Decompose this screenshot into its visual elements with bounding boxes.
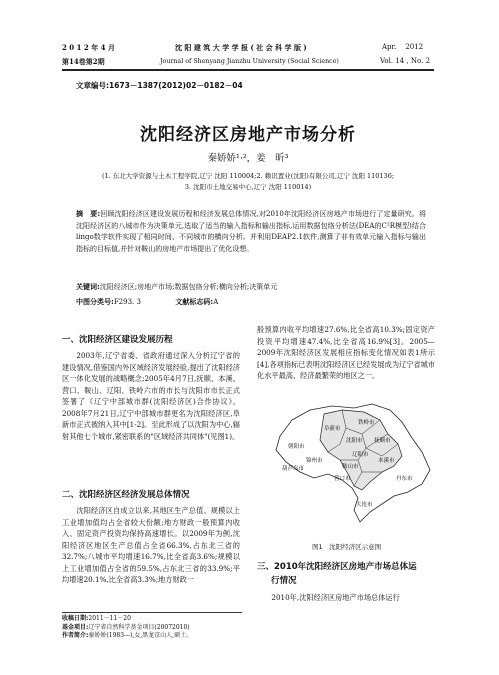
map-label-tieling: 铁岭市 (358, 420, 375, 426)
map-label-jinzhou: 锦州市 (306, 458, 323, 464)
section-1-title: 一、沈阳经济区建设发展历程 (62, 335, 173, 345)
map-label-shenyang: 沈阳市 (346, 438, 363, 444)
authors: 秦娇娇¹·²，姜 昕³ (207, 153, 289, 164)
map-label-liaoyang: 辽阳市 (352, 452, 369, 458)
paragraph: 2010年,沈阳经济区房地产市场总体运行 (271, 593, 400, 602)
map-label-chaoyang: 朝阳市 (288, 444, 305, 450)
keywords-label: 关键词: (76, 283, 100, 291)
clc-label: 中图分类号: (76, 298, 114, 306)
map-label-yingkou: 营口市 (334, 476, 351, 482)
footnote-author: 作者简介:秦娇娇(1983—),女,黑龙京山人,硕士。 (62, 632, 193, 639)
section-3-title-line-2: 行情况 (271, 576, 297, 586)
footnote-fund: 基金项目:辽宁省自然科学基金项目(20072010) (62, 623, 190, 631)
map-label-fuxin: 阜新市 (324, 426, 341, 432)
abstract (76, 209, 426, 255)
right-column-top (257, 324, 435, 382)
header-rule (62, 69, 434, 71)
footnote-received: 收稿日期:2011－11－20 (62, 615, 131, 622)
map-label-dalian: 大连市 (356, 502, 373, 508)
header-month: Apr. 2012 (382, 43, 424, 51)
article-number: 文章编号:1673－1387(2012)02－0182－04 (76, 81, 243, 90)
doc-code-label: 文献标志码: (175, 298, 214, 306)
section-2-body (62, 505, 240, 586)
keywords (76, 282, 426, 294)
section-3-title-line-1: 三、2010年沈阳经济区房地产市场总体运 (257, 562, 417, 572)
map-label-huludao: 葫芦岛市 (282, 466, 305, 472)
section-3-body (257, 592, 435, 604)
header-date: 2 0 1 2 年 4 月 (62, 43, 115, 52)
section-1-body (62, 350, 240, 442)
abstract-label: 摘 要: (76, 210, 101, 218)
paragraph: 般预算内收平均增速27.6%,比全省高10.3%;固定资产投资平均增速47.4%,比全省高16.9%[3]。2005—2009年沈阳经济区发展相应指标变化情况如表1所示[4],各项指标已表明沈阳经济区已经发展成为辽宁省城市化水平最高、经济最繁荣的地区之一。 (257, 325, 435, 380)
paragraph: 2003年,辽宁省委、省政府通过深入分析辽宁省的建设情况,借鉴国内外区域经济发展经验,提出了沈阳经济区一体化发展的战略概念;2005年4月7日,抚顺、本溪、营口、鞍山、辽阳、铁岭六市的市长与沈阳市市长正式签署了《辽宁中部城市群(沈阳经济区)合作协议》。2008年7月21日,辽宁中部城市群更名为沈阳经济区,阜新市正式被纳入其中[1-2]。至此形成了以沈阳为中心,辐射其他七个城市,紧密联系的"区域经济共同体"(见图1)。 (62, 351, 240, 441)
header-journal-en: Journal of Shenyang Jianzhu University (Social Science) (160, 58, 339, 65)
section-2-title: 二、沈阳经济区经济发展总体情况 (62, 490, 190, 500)
economic-zone-map (262, 400, 437, 525)
map-label-benxi: 本溪市 (378, 458, 395, 464)
figure-caption: 图1 沈阳经济区示意图 (312, 543, 382, 551)
header-vol-en: Vol. 14 , No. 2 (380, 57, 431, 65)
map-label-fushun: 抚顺市 (374, 438, 391, 444)
doc-code-value: A (213, 298, 219, 306)
header-volume: 第14卷第2期 (62, 57, 105, 66)
footnote-rule (62, 612, 242, 613)
affiliation-line-2: 3. 沈阳市土地交易中心,辽宁 沈阳 110014) (184, 183, 312, 191)
header-journal-cn: 沈 阳 建 筑 大 学 学 报 ( 社 会 科 学 版 ) (175, 43, 307, 52)
keywords-text: 沈阳经济区;房地产市场;数据包络分析;横向分析;决策单元 (99, 283, 278, 291)
classification (76, 297, 426, 309)
page-title: 沈阳经济区房地产市场分析 (140, 125, 356, 145)
abstract-text: 回顾沈阳经济区建设发展历程和经济发展总体情况,对2010年沈阳经济区房地产市场进行了定量研究。将沈阳经济区的八城市作为决策单元,选取了适当的输入指标和输出指标,运用数据包络分析法(DEA的C²R模型)结合lingo数学软件实现了相同时间、不同城市的横向分析。并利用DEAP2.1软件,测算了非有效单元输入指标与输出指标的目标值,并针对鞍山的房地产市场提出了优化设想。 (76, 210, 426, 253)
map-label-anshan: 鞍山市 (342, 464, 359, 470)
affiliation-line-1: (1. 东北大学资源与土木工程学院,辽宁 沈阳 110004;2. 赖讯置业(沈阳)有限公司,辽宁 沈阳 110136; (101, 172, 395, 180)
footnote (62, 615, 262, 641)
clc-value: F293. 3 (113, 298, 141, 306)
paragraph: 沈阳经济区自成立以来,其地区生产总值、规模以上工业增加值均占全省较大份额;地方财政一般预算内收入、固定资产投资均保持高速增长。以2009年为例,沈阳经济区地区生产总值占全省66.3%,占东北三省的32.7%;八城市平均增速16.7%,比全省高3.6%;规模以上工业增加值占全省的59.5%,占东北三省的33.9%;平均增速20.1%,比全省高3.3%;地方财政一 (62, 506, 240, 584)
map-label-dandong: 丹东市 (396, 476, 413, 482)
